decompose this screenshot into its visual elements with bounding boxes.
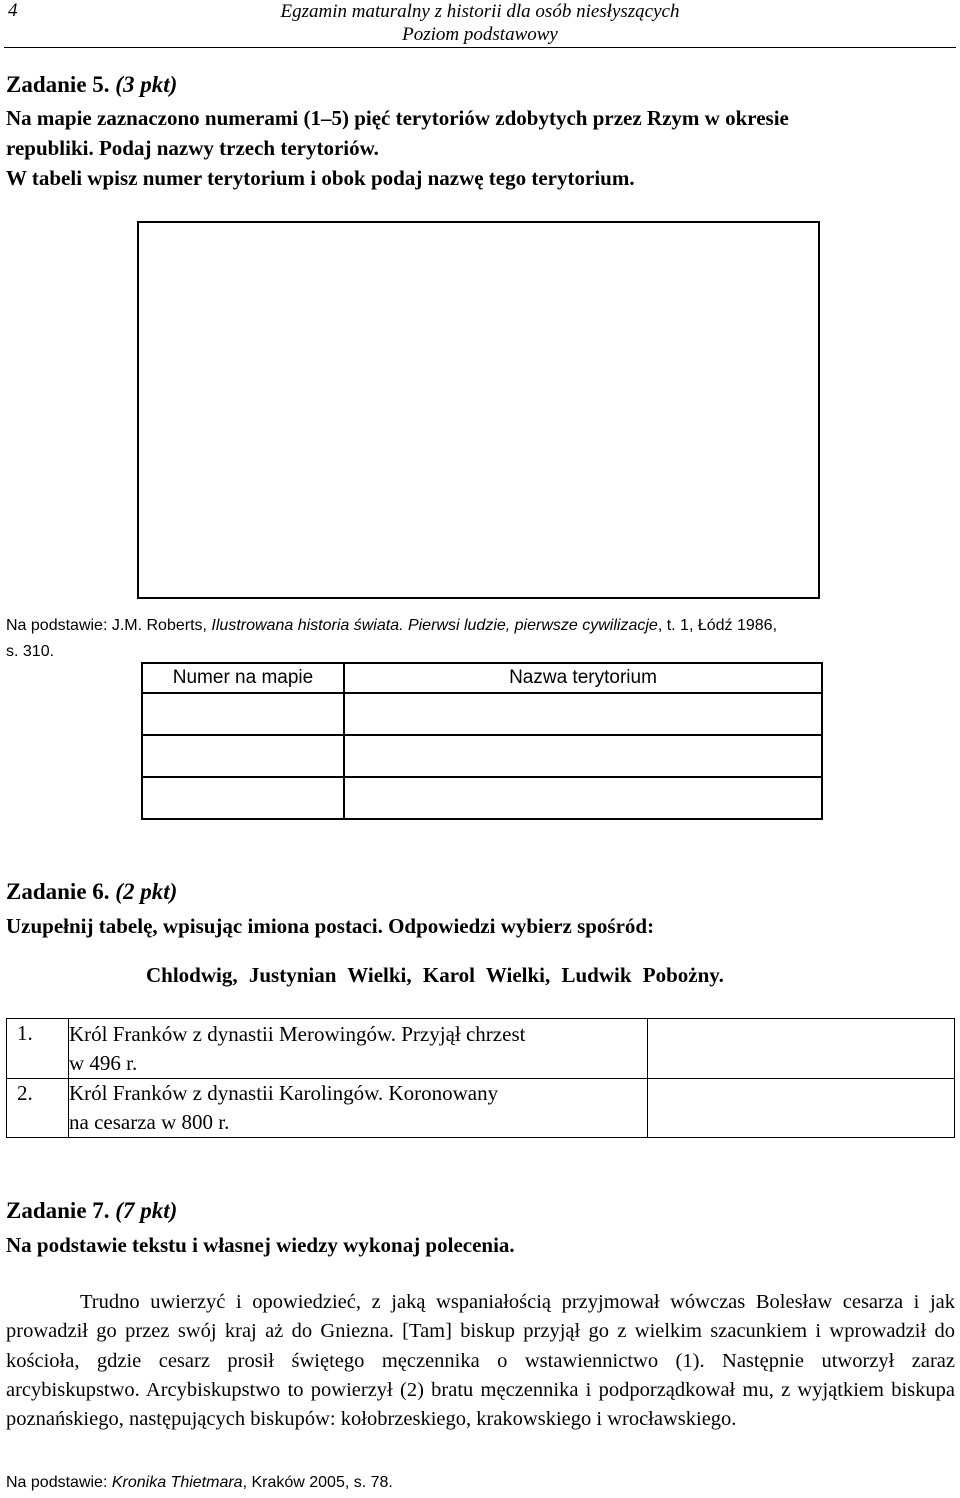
territory-table-header-number: Numer na mapie — [142, 663, 344, 693]
row-number: 2. — [7, 1079, 69, 1138]
source-text-paragraph: Trudno uwierzyć i opowiedzieć, z jaką wspaniałością przyjmował wówczas Bolesław cesarza i jak prowadził go przez swój kraj aż do Gniezna. [Tam] biskup przyjął go z wielkim szacunkiem i wprowadził do kościoła, gdzie cesarz prosił świętego męczennika o wstawiennictwo (1). Następnie utworzył zaraz arcybiskupstwo. Arcybiskupstwo to powierzył (2) bratu męczennika i podporządkował mu, z wyjątkiem biskupa poznańskiego, następujących biskupów: kołobrzeskiego, krakowskiego i wrocławskiego. — [6, 1291, 955, 1431]
task7-source-title: Kronika Thietmara — [111, 1474, 243, 1491]
number-input-cell[interactable] — [142, 735, 344, 777]
task6-instruction: Uzupełnij tabelę, wpisując imiona postaci. Odpowiedzi wybierz spośród: — [6, 914, 655, 938]
task5-instruction-3: W tabeli wpisz numer terytorium i obok podaj nazwę tego terytorium. — [6, 166, 635, 190]
task5-instruction-1: Na mapie zaznaczono numerami (1–5) pięć terytoriów zdobytych przez Rzym w okresie — [6, 106, 789, 130]
persons-table-row — [7, 1019, 955, 1079]
number-input-cell[interactable] — [142, 777, 344, 819]
row-description-line: Król Franków z dynastii Merowingów. Przyjął chrzest — [69, 1022, 526, 1046]
task7-source — [6, 1474, 393, 1492]
territory-table-row — [142, 693, 822, 735]
row-description-line: Król Franków z dynastii Karolingów. Koronowany — [69, 1081, 499, 1105]
name-input-cell[interactable] — [344, 735, 822, 777]
territory-table-header-name: Nazwa terytorium — [344, 663, 822, 693]
territory-table-row — [142, 777, 822, 819]
exam-title: Egzamin maturalny z historii dla osób niesłyszących — [280, 1, 680, 22]
task5-points: (3 pkt) — [115, 72, 178, 97]
name-input-cell[interactable] — [344, 693, 822, 735]
task5-label: Zadanie 5. — [6, 72, 110, 97]
task7-source-prefix: Na podstawie: — [6, 1474, 112, 1491]
task7-points: (7 pkt) — [115, 1198, 178, 1223]
exam-level: Poziom podstawowy — [402, 24, 558, 45]
task6-points: (2 pkt) — [115, 879, 178, 904]
territory-table-row — [142, 735, 822, 777]
task6-title — [6, 879, 177, 905]
task7-title — [6, 1198, 177, 1224]
task6-label: Zadanie 6. — [6, 879, 110, 904]
row-description-line: w 496 r. — [69, 1051, 138, 1075]
task5-source-prefix: Na podstawie: J.M. Roberts, — [6, 617, 212, 634]
row-description — [69, 1019, 648, 1079]
source-text — [6, 1288, 955, 1434]
row-number: 1. — [7, 1019, 69, 1079]
territory-table — [141, 662, 823, 820]
row-description-line: na cesarza w 800 r. — [69, 1110, 230, 1134]
task5-title — [6, 72, 177, 98]
page-number: 4 — [8, 0, 18, 21]
number-input-cell[interactable] — [142, 693, 344, 735]
answer-cell[interactable] — [648, 1019, 955, 1079]
name-input-cell[interactable] — [344, 777, 822, 819]
task5-source-line2: s. 310. — [6, 643, 55, 660]
persons-table-row — [7, 1079, 955, 1138]
task5-source-suffix: , t. 1, Łódź 1986, — [657, 617, 778, 634]
task5-source — [6, 617, 777, 635]
map-frame — [137, 221, 820, 599]
header-divider — [4, 47, 956, 48]
persons-table — [6, 1018, 955, 1138]
row-description — [69, 1079, 648, 1138]
task7-instruction: Na podstawie tekstu i własnej wiedzy wykonaj polecenia. — [6, 1233, 515, 1257]
task5-instruction-2: republiki. Podaj nazwy trzech terytoriów. — [6, 136, 379, 160]
task5-source-title: Ilustrowana historia świata. Pierwsi ludzie, pierwsze cywilizacje — [211, 617, 658, 634]
answer-cell[interactable] — [648, 1079, 955, 1138]
task7-label: Zadanie 7. — [6, 1198, 110, 1223]
task6-name-options: Chlodwig, Justynian Wielki, Karol Wielki, Ludwik Pobożny. — [146, 963, 724, 987]
task7-source-suffix: , Kraków 2005, s. 78. — [242, 1474, 393, 1491]
